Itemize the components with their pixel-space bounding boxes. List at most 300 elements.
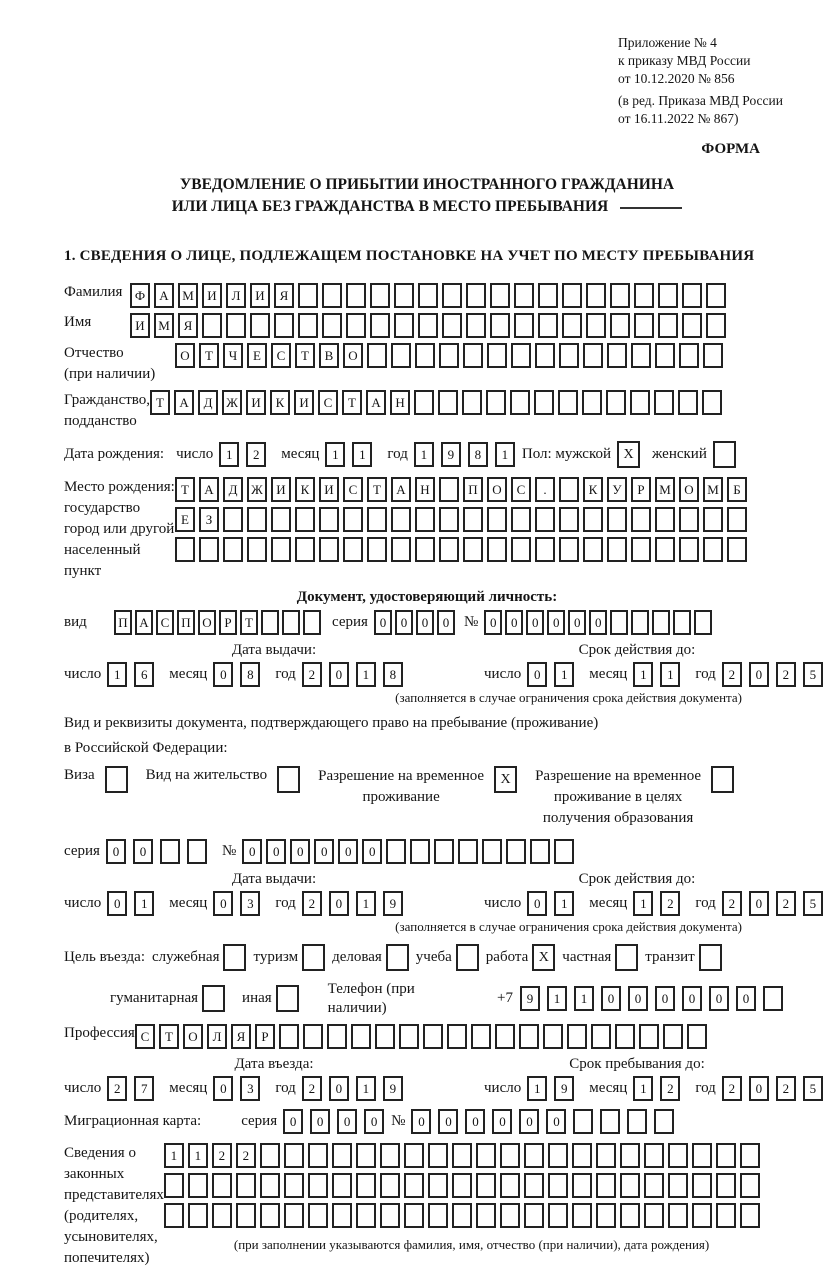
char-cell[interactable]: 0 xyxy=(749,662,769,687)
char-cell[interactable] xyxy=(620,1203,640,1228)
char-cell[interactable]: 2 xyxy=(236,1143,256,1168)
char-cell[interactable] xyxy=(303,610,321,635)
char-cell[interactable] xyxy=(308,1143,328,1168)
char-cell[interactable] xyxy=(486,390,506,415)
char-cell[interactable] xyxy=(370,283,390,308)
char-cell[interactable] xyxy=(164,1203,184,1228)
char-cell[interactable] xyxy=(415,537,435,562)
char-cell[interactable]: Н xyxy=(390,390,410,415)
char-cell[interactable]: 1 xyxy=(554,662,574,687)
char-cell[interactable]: Т xyxy=(199,343,219,368)
char-cell[interactable] xyxy=(606,390,626,415)
char-cell[interactable]: 1 xyxy=(188,1143,208,1168)
char-cell[interactable]: X xyxy=(494,766,517,793)
char-cell[interactable] xyxy=(236,1173,256,1198)
char-cell[interactable]: 0 xyxy=(749,891,769,916)
char-cell[interactable] xyxy=(212,1203,232,1228)
char-cell[interactable] xyxy=(658,283,678,308)
char-cell[interactable]: Т xyxy=(367,477,387,502)
char-cell[interactable] xyxy=(303,1024,323,1049)
char-cell[interactable] xyxy=(414,390,434,415)
char-cell[interactable] xyxy=(302,944,325,971)
char-cell[interactable]: 1 xyxy=(325,442,345,467)
char-cell[interactable]: 1 xyxy=(219,442,239,467)
char-cell[interactable] xyxy=(476,1173,496,1198)
char-cell[interactable]: Ж xyxy=(247,477,267,502)
char-cell[interactable]: 5 xyxy=(803,662,823,687)
char-cell[interactable]: Я xyxy=(178,313,198,338)
char-cell[interactable] xyxy=(562,283,582,308)
char-cell[interactable] xyxy=(630,390,650,415)
char-cell[interactable]: 0 xyxy=(329,1076,349,1101)
char-cell[interactable] xyxy=(356,1203,376,1228)
char-cell[interactable]: 2 xyxy=(107,1076,127,1101)
char-cell[interactable]: 9 xyxy=(554,1076,574,1101)
char-cell[interactable] xyxy=(343,507,363,532)
char-cell[interactable] xyxy=(260,1143,280,1168)
char-cell[interactable] xyxy=(583,507,603,532)
char-cell[interactable]: Т xyxy=(150,390,170,415)
char-cell[interactable] xyxy=(175,537,195,562)
char-cell[interactable]: Я xyxy=(231,1024,251,1049)
char-cell[interactable] xyxy=(415,343,435,368)
char-cell[interactable] xyxy=(607,343,627,368)
char-cell[interactable]: 0 xyxy=(411,1109,431,1134)
char-cell[interactable]: К xyxy=(583,477,603,502)
char-cell[interactable] xyxy=(702,390,722,415)
char-cell[interactable] xyxy=(298,313,318,338)
char-cell[interactable] xyxy=(583,343,603,368)
char-cell[interactable]: 1 xyxy=(633,891,653,916)
char-cell[interactable] xyxy=(438,390,458,415)
char-cell[interactable] xyxy=(682,313,702,338)
char-cell[interactable]: 2 xyxy=(722,891,742,916)
char-cell[interactable]: А xyxy=(135,610,153,635)
char-cell[interactable]: И xyxy=(250,283,270,308)
char-cell[interactable]: 2 xyxy=(302,891,322,916)
char-cell[interactable] xyxy=(706,283,726,308)
char-cell[interactable]: О xyxy=(343,343,363,368)
char-cell[interactable] xyxy=(654,1109,674,1134)
char-cell[interactable] xyxy=(434,839,454,864)
char-cell[interactable]: 0 xyxy=(374,610,392,635)
char-cell[interactable] xyxy=(187,839,207,864)
char-cell[interactable]: 2 xyxy=(302,1076,322,1101)
char-cell[interactable] xyxy=(538,313,558,338)
char-cell[interactable] xyxy=(562,313,582,338)
char-cell[interactable]: 1 xyxy=(547,986,567,1011)
char-cell[interactable] xyxy=(332,1173,352,1198)
char-cell[interactable] xyxy=(380,1203,400,1228)
char-cell[interactable] xyxy=(462,390,482,415)
char-cell[interactable]: 1 xyxy=(107,662,127,687)
char-cell[interactable] xyxy=(223,944,246,971)
char-cell[interactable]: 0 xyxy=(314,839,334,864)
char-cell[interactable]: М xyxy=(703,477,723,502)
char-cell[interactable] xyxy=(711,766,734,793)
char-cell[interactable]: Е xyxy=(247,343,267,368)
char-cell[interactable] xyxy=(223,537,243,562)
char-cell[interactable] xyxy=(631,343,651,368)
char-cell[interactable] xyxy=(644,1143,664,1168)
char-cell[interactable]: 8 xyxy=(240,662,260,687)
char-cell[interactable] xyxy=(415,507,435,532)
char-cell[interactable] xyxy=(591,1024,611,1049)
char-cell[interactable]: З xyxy=(199,507,219,532)
char-cell[interactable] xyxy=(380,1143,400,1168)
char-cell[interactable] xyxy=(716,1173,736,1198)
char-cell[interactable]: И xyxy=(246,390,266,415)
char-cell[interactable] xyxy=(506,839,526,864)
char-cell[interactable] xyxy=(394,313,414,338)
char-cell[interactable] xyxy=(607,507,627,532)
char-cell[interactable] xyxy=(404,1173,424,1198)
char-cell[interactable] xyxy=(692,1203,712,1228)
char-cell[interactable]: Т xyxy=(342,390,362,415)
char-cell[interactable]: И xyxy=(130,313,150,338)
char-cell[interactable]: 0 xyxy=(213,891,233,916)
char-cell[interactable]: 1 xyxy=(164,1143,184,1168)
char-cell[interactable] xyxy=(610,313,630,338)
char-cell[interactable] xyxy=(694,610,712,635)
char-cell[interactable]: И xyxy=(271,477,291,502)
char-cell[interactable] xyxy=(663,1024,683,1049)
char-cell[interactable] xyxy=(706,313,726,338)
char-cell[interactable] xyxy=(652,610,670,635)
char-cell[interactable]: Д xyxy=(198,390,218,415)
char-cell[interactable]: 0 xyxy=(526,610,544,635)
char-cell[interactable]: Р xyxy=(631,477,651,502)
char-cell[interactable]: 2 xyxy=(722,1076,742,1101)
char-cell[interactable] xyxy=(164,1173,184,1198)
char-cell[interactable] xyxy=(226,313,246,338)
char-cell[interactable]: У xyxy=(607,477,627,502)
char-cell[interactable] xyxy=(727,537,747,562)
char-cell[interactable]: 2 xyxy=(776,891,796,916)
char-cell[interactable] xyxy=(634,313,654,338)
char-cell[interactable] xyxy=(713,441,736,468)
char-cell[interactable]: 2 xyxy=(246,442,266,467)
char-cell[interactable] xyxy=(703,343,723,368)
char-cell[interactable]: П xyxy=(114,610,132,635)
char-cell[interactable] xyxy=(687,1024,707,1049)
char-cell[interactable] xyxy=(391,343,411,368)
char-cell[interactable]: 0 xyxy=(601,986,621,1011)
char-cell[interactable] xyxy=(500,1143,520,1168)
char-cell[interactable] xyxy=(442,283,462,308)
char-cell[interactable] xyxy=(386,839,406,864)
char-cell[interactable]: 0 xyxy=(736,986,756,1011)
char-cell[interactable] xyxy=(510,390,530,415)
char-cell[interactable]: Д xyxy=(223,477,243,502)
char-cell[interactable]: 1 xyxy=(495,442,515,467)
char-cell[interactable] xyxy=(476,1203,496,1228)
char-cell[interactable]: М xyxy=(154,313,174,338)
char-cell[interactable] xyxy=(271,507,291,532)
char-cell[interactable] xyxy=(188,1173,208,1198)
char-cell[interactable]: 0 xyxy=(362,839,382,864)
char-cell[interactable]: О xyxy=(198,610,216,635)
char-cell[interactable] xyxy=(586,313,606,338)
char-cell[interactable] xyxy=(439,537,459,562)
char-cell[interactable]: 1 xyxy=(554,891,574,916)
char-cell[interactable]: 9 xyxy=(383,891,403,916)
char-cell[interactable] xyxy=(658,313,678,338)
char-cell[interactable] xyxy=(277,766,300,793)
char-cell[interactable]: П xyxy=(463,477,483,502)
char-cell[interactable] xyxy=(471,1024,491,1049)
char-cell[interactable]: 0 xyxy=(107,891,127,916)
char-cell[interactable] xyxy=(308,1203,328,1228)
char-cell[interactable] xyxy=(668,1203,688,1228)
char-cell[interactable]: П xyxy=(177,610,195,635)
char-cell[interactable]: Т xyxy=(175,477,195,502)
char-cell[interactable] xyxy=(511,343,531,368)
char-cell[interactable]: 1 xyxy=(574,986,594,1011)
char-cell[interactable]: 0 xyxy=(709,986,729,1011)
char-cell[interactable] xyxy=(386,944,409,971)
char-cell[interactable]: 0 xyxy=(492,1109,512,1134)
char-cell[interactable]: 0 xyxy=(106,839,126,864)
char-cell[interactable]: X xyxy=(617,441,640,468)
char-cell[interactable]: 0 xyxy=(213,1076,233,1101)
char-cell[interactable] xyxy=(423,1024,443,1049)
char-cell[interactable]: 8 xyxy=(383,662,403,687)
char-cell[interactable]: Р xyxy=(219,610,237,635)
char-cell[interactable] xyxy=(716,1143,736,1168)
char-cell[interactable] xyxy=(543,1024,563,1049)
char-cell[interactable] xyxy=(500,1203,520,1228)
char-cell[interactable] xyxy=(596,1203,616,1228)
char-cell[interactable] xyxy=(740,1143,760,1168)
char-cell[interactable] xyxy=(511,537,531,562)
char-cell[interactable]: М xyxy=(655,477,675,502)
char-cell[interactable] xyxy=(572,1203,592,1228)
char-cell[interactable] xyxy=(573,1109,593,1134)
char-cell[interactable] xyxy=(367,507,387,532)
char-cell[interactable] xyxy=(463,343,483,368)
char-cell[interactable] xyxy=(682,283,702,308)
char-cell[interactable] xyxy=(673,610,691,635)
char-cell[interactable]: 1 xyxy=(356,1076,376,1101)
char-cell[interactable]: . xyxy=(535,477,555,502)
char-cell[interactable] xyxy=(548,1203,568,1228)
char-cell[interactable] xyxy=(250,313,270,338)
char-cell[interactable] xyxy=(567,1024,587,1049)
char-cell[interactable]: Б xyxy=(727,477,747,502)
char-cell[interactable]: 1 xyxy=(660,662,680,687)
char-cell[interactable] xyxy=(261,610,279,635)
char-cell[interactable] xyxy=(548,1143,568,1168)
char-cell[interactable] xyxy=(236,1203,256,1228)
char-cell[interactable] xyxy=(610,283,630,308)
char-cell[interactable] xyxy=(351,1024,371,1049)
char-cell[interactable] xyxy=(370,313,390,338)
char-cell[interactable] xyxy=(631,507,651,532)
char-cell[interactable]: 1 xyxy=(356,662,376,687)
char-cell[interactable] xyxy=(679,343,699,368)
char-cell[interactable] xyxy=(703,537,723,562)
char-cell[interactable] xyxy=(295,537,315,562)
char-cell[interactable] xyxy=(308,1173,328,1198)
char-cell[interactable]: С xyxy=(511,477,531,502)
char-cell[interactable] xyxy=(534,390,554,415)
char-cell[interactable]: 0 xyxy=(484,610,502,635)
char-cell[interactable] xyxy=(466,283,486,308)
char-cell[interactable] xyxy=(356,1143,376,1168)
char-cell[interactable] xyxy=(610,610,628,635)
char-cell[interactable] xyxy=(763,986,783,1011)
char-cell[interactable]: Л xyxy=(207,1024,227,1049)
char-cell[interactable]: 0 xyxy=(290,839,310,864)
char-cell[interactable] xyxy=(346,283,366,308)
char-cell[interactable]: Т xyxy=(295,343,315,368)
char-cell[interactable]: С xyxy=(318,390,338,415)
char-cell[interactable]: 6 xyxy=(134,662,154,687)
char-cell[interactable] xyxy=(644,1203,664,1228)
char-cell[interactable] xyxy=(276,985,299,1012)
char-cell[interactable] xyxy=(319,507,339,532)
char-cell[interactable]: Е xyxy=(175,507,195,532)
char-cell[interactable] xyxy=(692,1143,712,1168)
char-cell[interactable] xyxy=(487,537,507,562)
char-cell[interactable] xyxy=(535,537,555,562)
char-cell[interactable]: И xyxy=(294,390,314,415)
char-cell[interactable]: 0 xyxy=(546,1109,566,1134)
char-cell[interactable]: 0 xyxy=(568,610,586,635)
char-cell[interactable] xyxy=(199,537,219,562)
char-cell[interactable] xyxy=(692,1173,712,1198)
char-cell[interactable] xyxy=(615,944,638,971)
char-cell[interactable] xyxy=(356,1173,376,1198)
char-cell[interactable]: 0 xyxy=(133,839,153,864)
char-cell[interactable] xyxy=(582,390,602,415)
char-cell[interactable] xyxy=(319,537,339,562)
char-cell[interactable] xyxy=(634,283,654,308)
char-cell[interactable] xyxy=(442,313,462,338)
char-cell[interactable] xyxy=(105,766,128,793)
char-cell[interactable]: К xyxy=(295,477,315,502)
char-cell[interactable] xyxy=(535,343,555,368)
char-cell[interactable] xyxy=(679,537,699,562)
char-cell[interactable]: 0 xyxy=(416,610,434,635)
char-cell[interactable]: А xyxy=(391,477,411,502)
char-cell[interactable] xyxy=(202,985,225,1012)
char-cell[interactable] xyxy=(559,537,579,562)
char-cell[interactable] xyxy=(456,944,479,971)
char-cell[interactable] xyxy=(615,1024,635,1049)
char-cell[interactable] xyxy=(466,313,486,338)
char-cell[interactable] xyxy=(418,313,438,338)
char-cell[interactable] xyxy=(495,1024,515,1049)
char-cell[interactable] xyxy=(530,839,550,864)
char-cell[interactable] xyxy=(260,1173,280,1198)
char-cell[interactable] xyxy=(282,610,300,635)
char-cell[interactable]: 0 xyxy=(283,1109,303,1134)
char-cell[interactable] xyxy=(620,1173,640,1198)
char-cell[interactable]: Л xyxy=(226,283,246,308)
char-cell[interactable] xyxy=(463,507,483,532)
char-cell[interactable]: 1 xyxy=(414,442,434,467)
char-cell[interactable] xyxy=(394,283,414,308)
char-cell[interactable]: 0 xyxy=(310,1109,330,1134)
char-cell[interactable]: 2 xyxy=(776,662,796,687)
char-cell[interactable] xyxy=(274,313,294,338)
char-cell[interactable] xyxy=(160,839,180,864)
char-cell[interactable] xyxy=(322,313,342,338)
char-cell[interactable]: 9 xyxy=(441,442,461,467)
char-cell[interactable] xyxy=(463,537,483,562)
char-cell[interactable] xyxy=(500,1173,520,1198)
char-cell[interactable]: Ч xyxy=(223,343,243,368)
char-cell[interactable] xyxy=(490,313,510,338)
char-cell[interactable]: 0 xyxy=(628,986,648,1011)
char-cell[interactable]: М xyxy=(178,283,198,308)
char-cell[interactable] xyxy=(404,1143,424,1168)
char-cell[interactable] xyxy=(487,343,507,368)
char-cell[interactable] xyxy=(644,1173,664,1198)
char-cell[interactable] xyxy=(284,1203,304,1228)
char-cell[interactable]: 0 xyxy=(505,610,523,635)
char-cell[interactable] xyxy=(524,1143,544,1168)
char-cell[interactable] xyxy=(627,1109,647,1134)
char-cell[interactable]: Т xyxy=(240,610,258,635)
char-cell[interactable]: 0 xyxy=(213,662,233,687)
char-cell[interactable]: 0 xyxy=(364,1109,384,1134)
char-cell[interactable] xyxy=(559,477,579,502)
char-cell[interactable] xyxy=(655,343,675,368)
char-cell[interactable]: 7 xyxy=(134,1076,154,1101)
char-cell[interactable] xyxy=(452,1173,472,1198)
char-cell[interactable]: 2 xyxy=(212,1143,232,1168)
char-cell[interactable] xyxy=(482,839,502,864)
char-cell[interactable] xyxy=(487,507,507,532)
char-cell[interactable] xyxy=(343,537,363,562)
char-cell[interactable] xyxy=(375,1024,395,1049)
char-cell[interactable] xyxy=(439,507,459,532)
char-cell[interactable]: 2 xyxy=(776,1076,796,1101)
char-cell[interactable] xyxy=(740,1173,760,1198)
char-cell[interactable]: С xyxy=(271,343,291,368)
char-cell[interactable] xyxy=(260,1203,280,1228)
char-cell[interactable]: 5 xyxy=(803,891,823,916)
char-cell[interactable]: 0 xyxy=(266,839,286,864)
char-cell[interactable] xyxy=(678,390,698,415)
char-cell[interactable]: 0 xyxy=(682,986,702,1011)
char-cell[interactable] xyxy=(247,537,267,562)
char-cell[interactable] xyxy=(668,1173,688,1198)
char-cell[interactable]: 2 xyxy=(722,662,742,687)
char-cell[interactable]: 0 xyxy=(437,610,455,635)
char-cell[interactable]: О xyxy=(487,477,507,502)
char-cell[interactable] xyxy=(428,1173,448,1198)
char-cell[interactable] xyxy=(679,507,699,532)
char-cell[interactable] xyxy=(596,1173,616,1198)
char-cell[interactable] xyxy=(583,537,603,562)
char-cell[interactable]: 0 xyxy=(395,610,413,635)
char-cell[interactable] xyxy=(559,343,579,368)
char-cell[interactable] xyxy=(699,944,722,971)
char-cell[interactable] xyxy=(631,610,649,635)
char-cell[interactable] xyxy=(346,313,366,338)
char-cell[interactable] xyxy=(279,1024,299,1049)
char-cell[interactable]: 2 xyxy=(660,1076,680,1101)
char-cell[interactable] xyxy=(391,507,411,532)
char-cell[interactable] xyxy=(524,1173,544,1198)
char-cell[interactable] xyxy=(490,283,510,308)
char-cell[interactable] xyxy=(514,283,534,308)
char-cell[interactable]: 1 xyxy=(134,891,154,916)
